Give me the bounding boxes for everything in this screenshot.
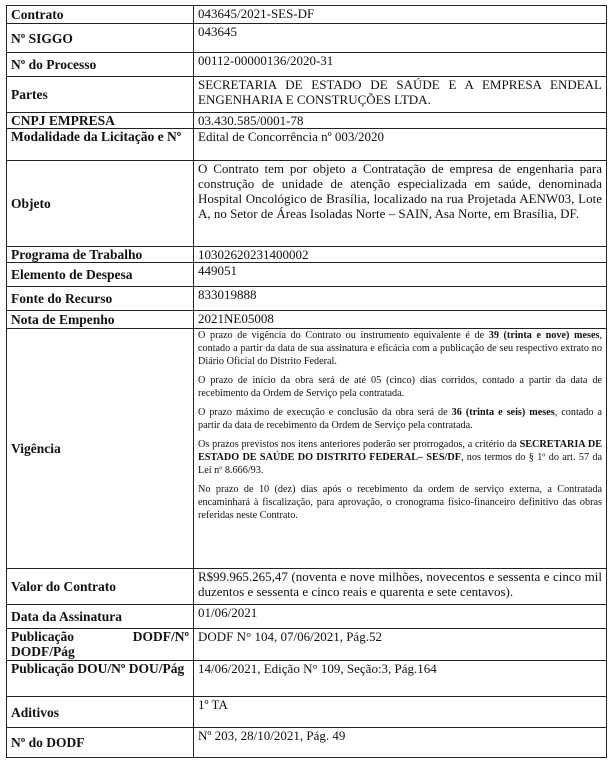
table-row: [7, 129, 607, 161]
table-row: [7, 697, 607, 728]
row-value: 449051: [194, 263, 607, 287]
vigencia-paragraph: O prazo de início da obra será de até 05 (cinco) dias corridos, contado a partir da data de recebimento da Ordem de Serviço pela contratada.: [198, 375, 602, 399]
row-label: Publicação DODF/Nº DODF/Pág: [7, 629, 194, 661]
row-value: R$99.965.265,47 (noventa e nove milhões, novecentos e sessenta e cinco mil duzentos e sessenta e cinco reais e quarenta e sete centavos).: [194, 569, 607, 605]
vigencia-paragraph: No prazo de 10 (dez) dias após o recebimento da ordem de serviço externa, a Contratada encaminhará à fiscalização, para aprovação, o cronograma físico-financeiro definitivo das obras referidas neste Contrato.: [198, 484, 602, 521]
table-row: [7, 661, 607, 697]
contract-table: [6, 5, 607, 758]
row-value: Edital de Concorrência nº 003/2020: [194, 129, 607, 161]
table-row: [7, 53, 607, 77]
row-label: Programa de Trabalho: [7, 247, 194, 263]
row-label: Objeto: [7, 161, 194, 247]
row-value: 14/06/2021, Edição N° 109, Seção:3, Pág.164: [194, 661, 607, 697]
vigencia-paragraph: O prazo de vigência do Contrato ou instrumento equivalente é de 39 (trinta e nove) meses, contado a partir da data de sua assinatura e eficácia com a publicação de seu respectivo extrato no Diário Oficial do Distrito Federal.: [198, 330, 602, 367]
table-row: [7, 263, 607, 287]
row-label: Nº do Processo: [7, 53, 194, 77]
row-value: 2021NE05008: [194, 311, 607, 329]
table-row: [7, 6, 607, 24]
table-row: [7, 24, 607, 53]
row-label: Nº SIGGO: [7, 24, 194, 53]
row-value: 10302620231400002: [194, 247, 607, 263]
row-label: Nº do DODF: [7, 728, 194, 758]
row-label: CNPJ EMPRESA: [7, 113, 194, 129]
row-label: Contrato: [7, 6, 194, 24]
row-label: Nota de Empenho: [7, 311, 194, 329]
row-label: Modalidade da Licitação e Nº: [7, 129, 194, 161]
row-value: 043645/2021-SES-DF: [194, 6, 607, 24]
row-value: SECRETARIA DE ESTADO DE SAÚDE E A EMPRESA ENDEAL ENGENHARIA E CONSTRUÇÕES LTDA.: [194, 77, 607, 113]
table-row: [7, 113, 607, 129]
row-label: Publicação DOU/Nº DOU/Pág: [7, 661, 194, 697]
vigencia-paragraph: O prazo máximo de execução e conclusão da obra será de 36 (trinta e seis) meses, contado a partir da data de recebimento da Ordem de Serviço pela contratada.: [198, 407, 602, 431]
table-row: [7, 161, 607, 247]
row-value: 833019888: [194, 287, 607, 311]
row-label: Valor do Contrato: [7, 569, 194, 605]
row-value: 03.430.585/0001-78: [194, 113, 607, 129]
table-row: [7, 629, 607, 661]
table-row-vigencia: [7, 329, 607, 569]
table-row: [7, 605, 607, 629]
table-row: [7, 311, 607, 329]
row-value: DODF N° 104, 07/06/2021, Pág.52: [194, 629, 607, 661]
table-row: [7, 247, 607, 263]
row-label: Data da Assinatura: [7, 605, 194, 629]
row-label: Partes: [7, 77, 194, 113]
row-value: Nº 203, 28/10/2021, Pág. 49: [194, 728, 607, 758]
vigencia-paragraph: Os prazos previstos nos itens anteriores poderão ser prorrogados, a critério da SECRETARIA DE ESTADO DE SAÚDE DO DISTRITO FEDERAL– SES/DF, nos termos do § 1º do art. 57 da Lei nº 8.666/93.: [198, 439, 603, 476]
row-value: 1º TA: [194, 697, 607, 728]
vigencia-text: [194, 329, 607, 569]
row-label: Aditivos: [7, 697, 194, 728]
row-label: Fonte do Recurso: [7, 287, 194, 311]
row-value: O Contrato tem por objeto a Contratação de empresa de engenharia para construção de unidade de atenção especializada em saúde, denominada Hospital Oncológico de Brasília, localizado na rua Projetada AENW03, Lote A, no Setor de Áreas Isoladas Norte – SAIN, Asa Norte, em Brasília, DF.: [194, 161, 607, 247]
table-row: [7, 728, 607, 758]
row-label: Vigência: [7, 329, 194, 569]
row-label: Elemento de Despesa: [7, 263, 194, 287]
table-row: [7, 569, 607, 605]
row-value: 00112-00000136/2020-31: [194, 53, 607, 77]
table-row: [7, 77, 607, 113]
row-value: 01/06/2021: [194, 605, 607, 629]
row-value: 043645: [194, 24, 607, 53]
table-row: [7, 287, 607, 311]
